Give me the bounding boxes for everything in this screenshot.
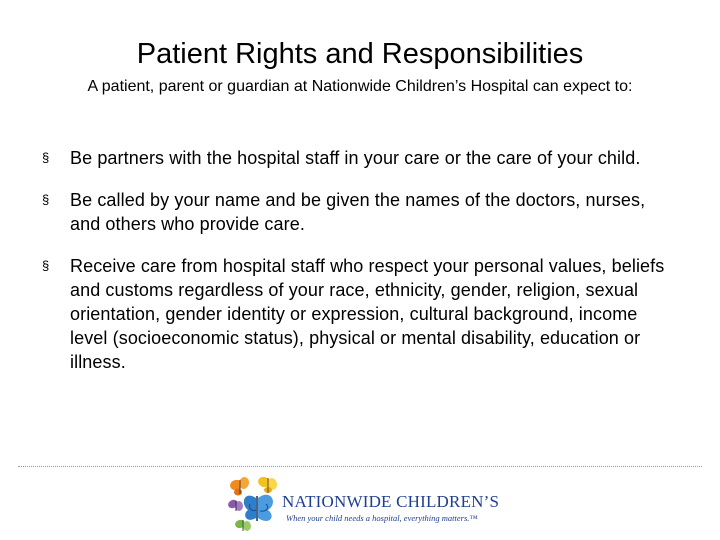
logo-tagline: When your child needs a hospital, everything matters.™ xyxy=(286,513,478,523)
footer-divider xyxy=(18,466,702,467)
bullet-text: Receive care from hospital staff who respect your personal values, beliefs and customs regardless of your race, ethnicity, gender, religion, sexual orientation, gender identity or expression, cultural background, income level (socioeconomic status), physical or mental disability, education or illness. xyxy=(70,256,665,372)
green-butterfly-icon xyxy=(234,519,251,531)
bullet-marker: § xyxy=(42,150,50,165)
blue-butterfly-icon xyxy=(244,495,273,521)
slide-title: Patient Rights and Responsibilities xyxy=(136,38,584,70)
orange-butterfly-icon xyxy=(229,476,251,496)
logo-wordmark: NATIONWIDE CHILDREN’S xyxy=(282,492,500,511)
bullet-text: Be partners with the hospital staff in your care or the care of your child. xyxy=(70,148,641,168)
bullet-item xyxy=(42,254,674,374)
nationwide-childrens-logo xyxy=(226,474,500,534)
purple-butterfly-icon xyxy=(227,498,243,511)
bullet-text: Be called by your name and be given the names of the doctors, nurses, and others who provide care. xyxy=(70,190,646,234)
butterflies-icon xyxy=(226,474,288,534)
bullet-list xyxy=(42,146,674,392)
bullet-marker: § xyxy=(42,192,50,207)
bullet-item xyxy=(42,188,674,236)
slide-subtitle: A patient, parent or guardian at Nationwide Children’s Hospital can expect to: xyxy=(87,78,633,95)
yellow-butterfly-icon xyxy=(257,475,279,493)
bullet-item xyxy=(42,146,674,170)
bullet-marker: § xyxy=(42,258,50,273)
